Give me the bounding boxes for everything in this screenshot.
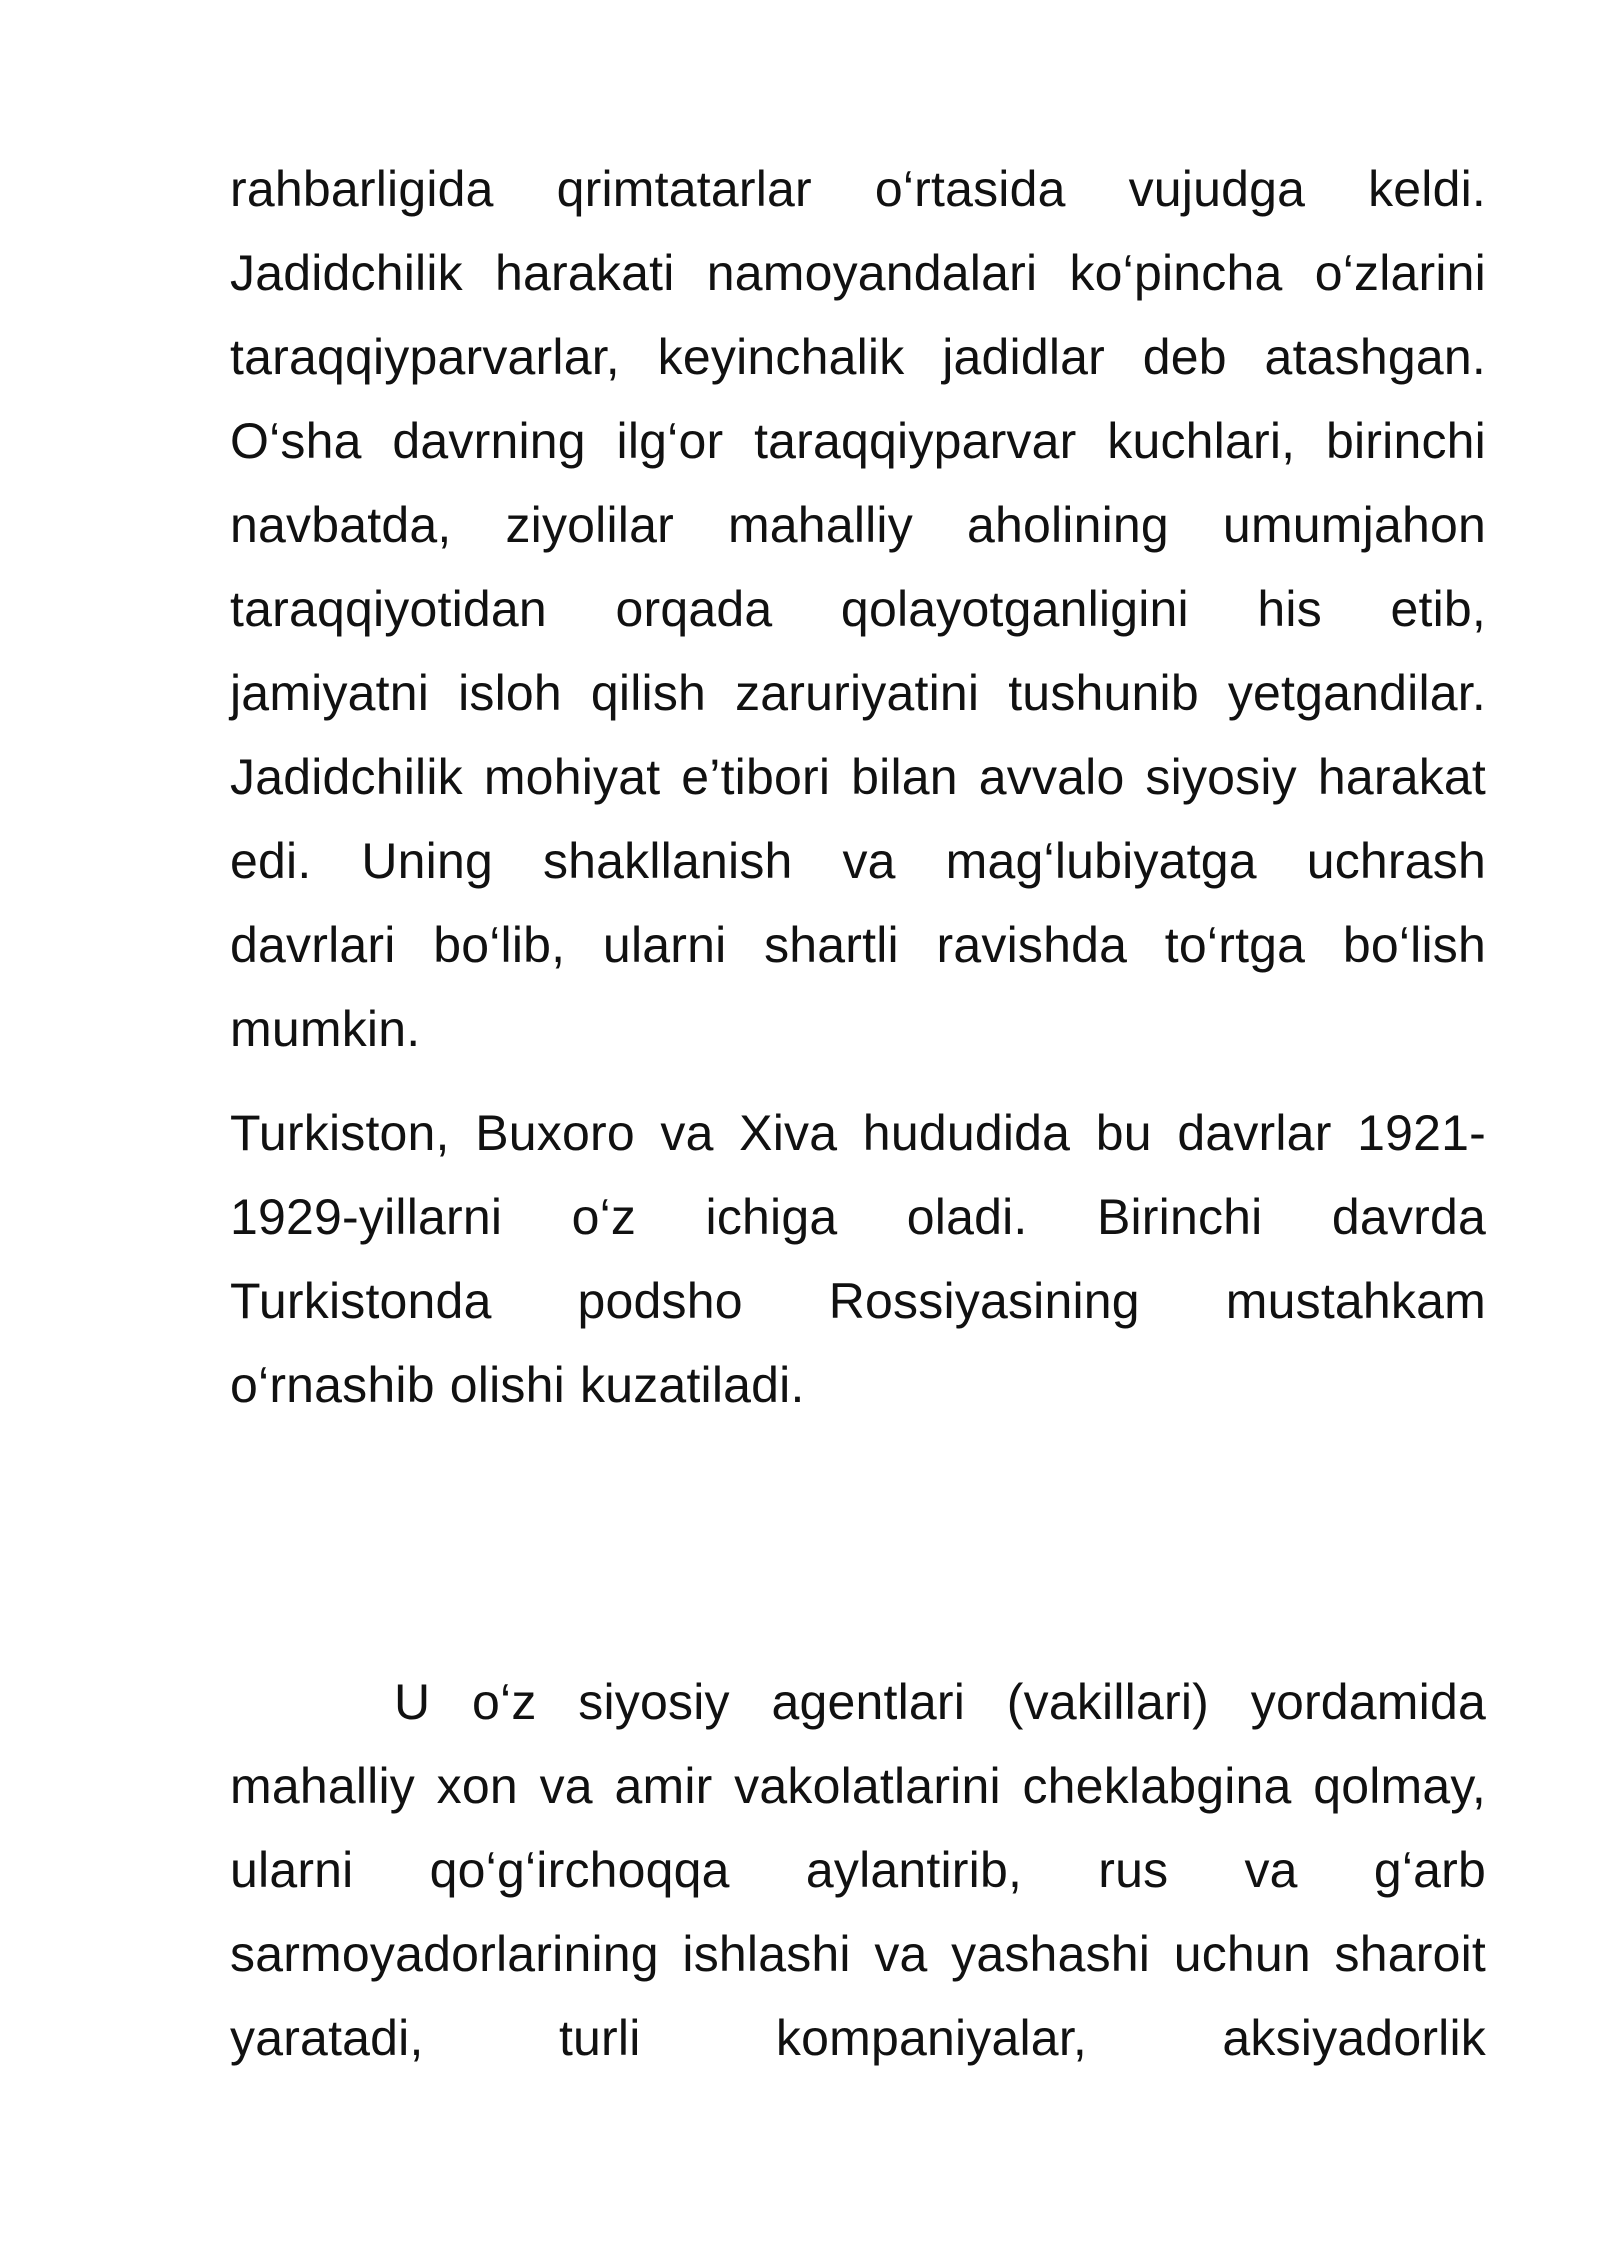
paragraph-3 bbox=[230, 1660, 1486, 2080]
paragraph-3-text: U o‘z siyosiy agentlari (vakillari) yordamida mahalliy xon va amir vakolatlarini cheklabgina qolmay, ularni qo‘g‘irchoqqa aylantirib, rus va g‘arb sarmoyadorlarining ishlashi va yashashi uchun sharoit yaratadi, turli kompaniyalar, aksiyadorlik bbox=[230, 1674, 1486, 2066]
paragraph-2-text: Turkiston, Buxoro va Xiva hududida bu davrlar 1921-1929-yillarni o‘z ichiga oladi. Birinchi davrda Turkistonda podsho Rossiyasining mustahkam o‘rnashib olishi kuzatiladi. bbox=[230, 1105, 1486, 1413]
paragraph-1 bbox=[230, 147, 1486, 1071]
paragraph-2 bbox=[230, 1091, 1486, 1427]
paragraph-1-text: rahbarligida qrimtatarlar o‘rtasida vujudga keldi. Jadidchilik harakati namoyandalari ko‘pincha o‘zlarini taraqqiyparvarlar, keyinchalik jadidlar deb atashgan. O‘sha davrning ilg‘or taraqqiyparvar kuchlari, birinchi navbatda, ziyolilar mahalliy aholining umumjahon taraqqiyotidan orqada qolayotganligini his etib, jamiyatni isloh qilish zaruriyatini tushunib yetgandilar. Jadidchilik mohiyat e’tibori bilan avvalo siyosiy harakat edi. Uning shakllanish va mag‘lubiyatga uchrash davrlari bo‘lib, ularni shartli ravishda to‘rtga bo‘lish mumkin. bbox=[230, 161, 1486, 1057]
